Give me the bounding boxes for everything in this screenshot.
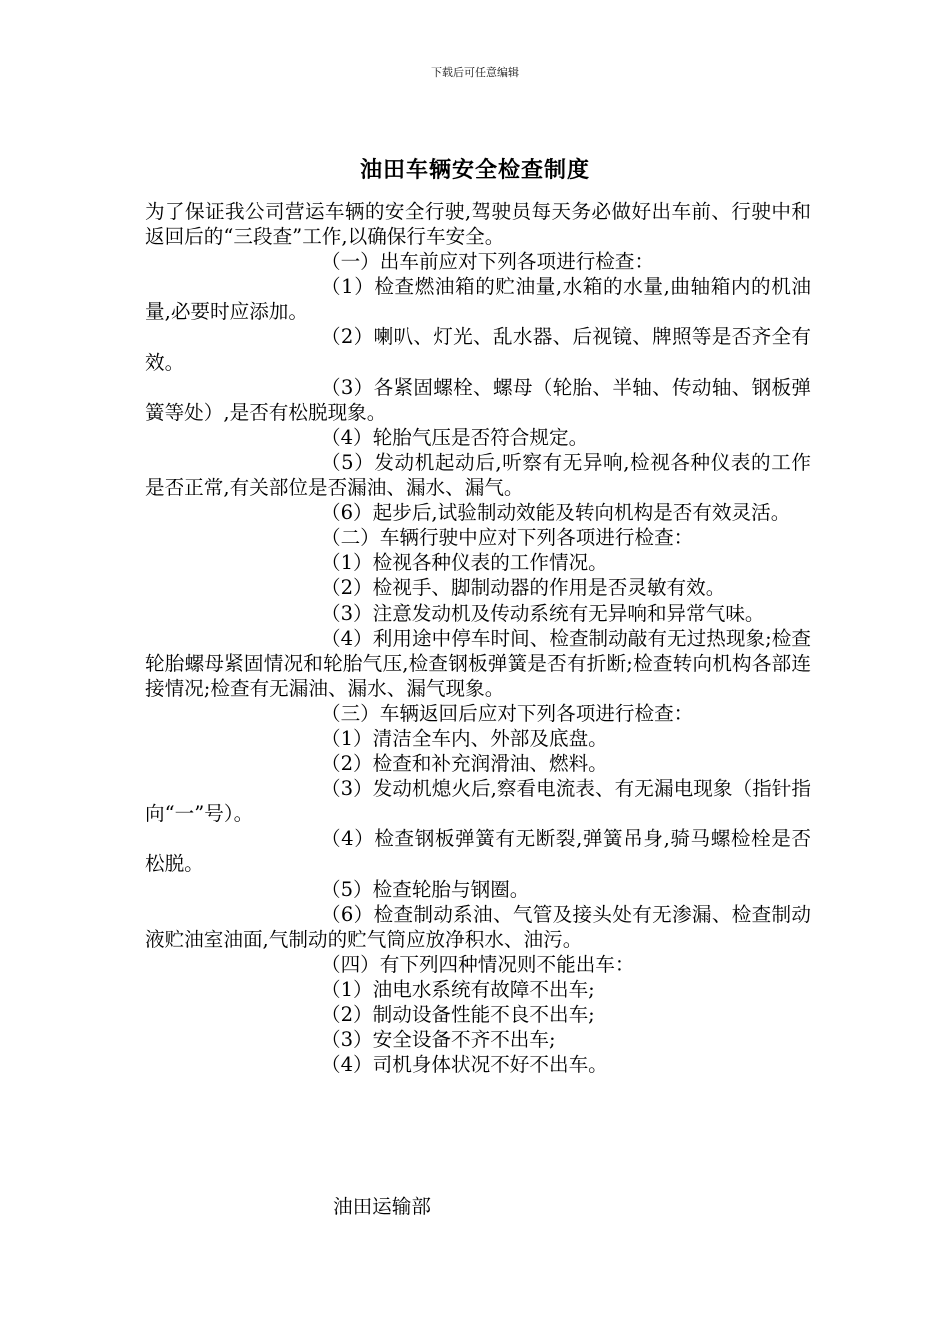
check-item: （4）检查钢板弹簧有无断裂,弹簧吊身,骑马螺检栓是否松脱。: [145, 827, 811, 876]
section-heading-before-departure: （一）出车前应对下列各项进行检查：: [321, 250, 655, 274]
document-title: 油田车辆安全检查制度: [359, 157, 590, 183]
check-item: （1）清洁全车内、外部及底盘。: [321, 726, 608, 750]
check-item: （4）利用途中停车时间、检查制动敲有无过热现象;检查轮胎螺母紧固情况和轮胎气压,检查钢板弹簧是否有折断;检查转向机构各部连接情况;检查有无漏油、漏水、漏气现象。: [145, 626, 811, 700]
check-item: （3）各紧固螺栓、螺母（轮胎、半轴、传动轴、钢板弹簧等处）,是否有松脱现象。: [145, 375, 811, 424]
check-item: （2）喇叭、灯光、乱水器、后视镜、牌照等是否齐全有效。: [145, 325, 811, 374]
signature-department: 油田运输部: [333, 1195, 431, 1218]
check-item: （6）起步后,试验制动效能及转向机构是否有效灵活。: [321, 501, 791, 525]
condition-item: （4）司机身体状况不好不出车。: [321, 1053, 608, 1077]
check-item: （2）检视手、脚制动器的作用是否灵敏有效。: [321, 576, 726, 600]
check-item: （3）发动机熄火后,察看电流表、有无漏电现象（指针指向“一”号）。: [145, 777, 811, 826]
check-item: （4）轮胎气压是否符合规定。: [321, 425, 589, 449]
intro-paragraph: 为了保证我公司营运车辆的安全行驶,驾驶员每天务必做好出车前、行驶中和返回后的“三段查”工作,以确保行车安全。: [145, 200, 811, 249]
check-item: （1）检查燃油箱的贮油量,水箱的水量,曲轴箱内的机油量,必要时应添加。: [145, 275, 811, 324]
condition-item: （2）制动设备性能不良不出车;: [321, 1003, 595, 1026]
check-item: （1）检视各种仪表的工作情况。: [321, 551, 608, 575]
document-body: [145, 199, 811, 1077]
condition-item: （3）安全设备不齐不出车;: [321, 1028, 556, 1052]
check-item: （5）检查轮胎与钢圈。: [321, 877, 530, 901]
check-item: （6）检查制动系油、气管及接头处有无渗漏、检查制动液贮油室油面,气制动的贮气筒应放净积水、油污。: [145, 902, 811, 951]
section-heading-during-driving: （二）车辆行驶中应对下列各项进行检查：: [321, 526, 694, 550]
check-item: （5）发动机起动后,听察有无异响,检视各种仪表的工作是否正常,有关部位是否漏油、漏水、漏气。: [145, 450, 811, 500]
check-item: （3）注意发动机及传动系统有无异响和异常气味。: [321, 601, 765, 625]
section-heading-after-return: （三）车辆返回后应对下列各项进行检查：: [321, 701, 694, 725]
header-note: 下载后可任意编辑: [431, 66, 519, 79]
condition-item: （1）油电水系统有故障不出车;: [321, 977, 595, 1001]
section-heading-no-departure-conditions: （四）有下列四种情况则不能出车：: [321, 952, 635, 976]
check-item: （2）检查和补充润滑油、燃料。: [321, 752, 608, 776]
